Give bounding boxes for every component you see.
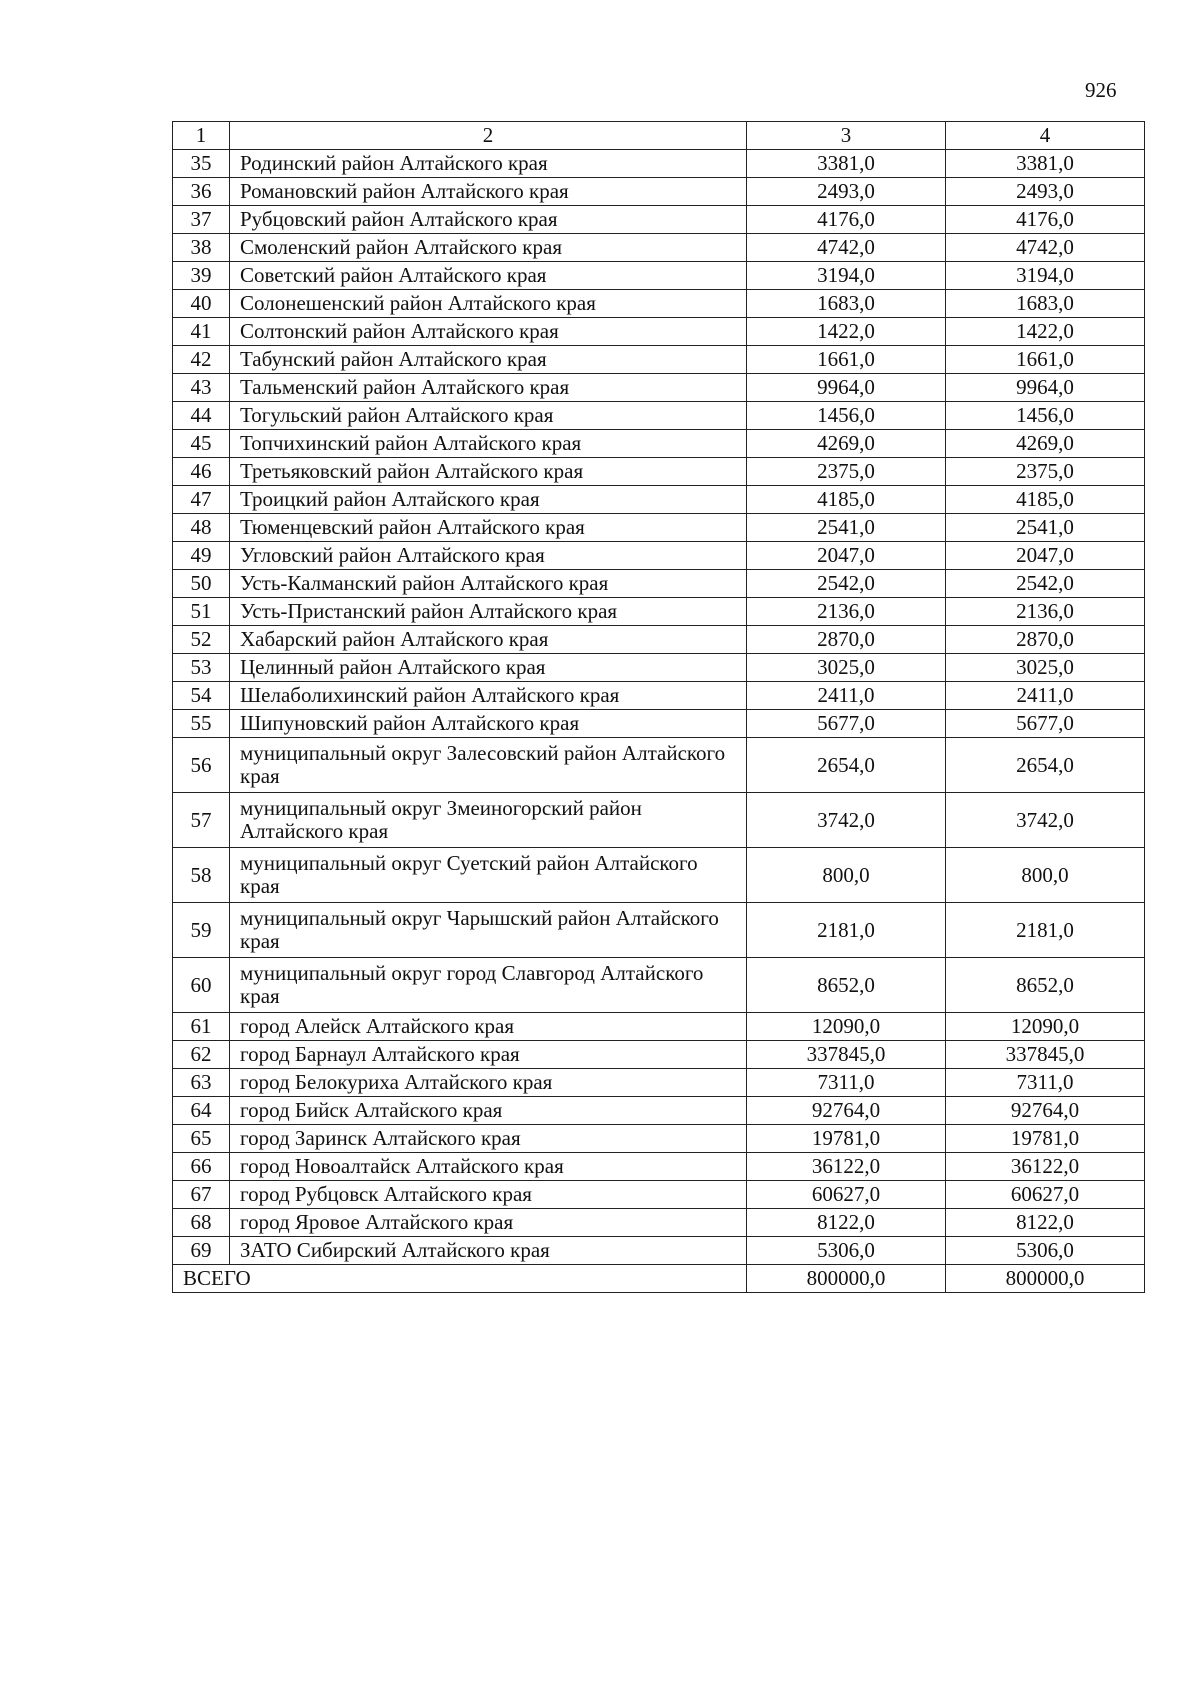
- row-name: Романовский район Алтайского края: [230, 178, 747, 206]
- table-row: [173, 542, 1145, 570]
- row-number: 47: [173, 486, 230, 514]
- table-row: [173, 374, 1145, 402]
- allocation-table: [172, 121, 1145, 1293]
- row-value-col4: 9964,0: [946, 374, 1145, 402]
- total-row: [173, 1265, 1145, 1293]
- row-value-col3: 800,0: [747, 848, 946, 903]
- table-row: [173, 458, 1145, 486]
- row-number: 68: [173, 1209, 230, 1237]
- row-value-col3: 9964,0: [747, 374, 946, 402]
- total-value-col3: 800000,0: [747, 1265, 946, 1293]
- row-value-col4: 2181,0: [946, 903, 1145, 958]
- row-number: 53: [173, 654, 230, 682]
- row-number: 39: [173, 262, 230, 290]
- row-number: 63: [173, 1069, 230, 1097]
- row-number: 55: [173, 710, 230, 738]
- row-value-col4: 4185,0: [946, 486, 1145, 514]
- row-value-col4: 2375,0: [946, 458, 1145, 486]
- row-name: муниципальный округ Залесовский район Алтайского края: [230, 738, 747, 793]
- table-row: [173, 430, 1145, 458]
- row-value-col3: 92764,0: [747, 1097, 946, 1125]
- row-name: Шипуновский район Алтайского края: [230, 710, 747, 738]
- row-value-col4: 3194,0: [946, 262, 1145, 290]
- table-row: [173, 654, 1145, 682]
- row-name: Табунский район Алтайского края: [230, 346, 747, 374]
- row-value-col3: 3381,0: [747, 150, 946, 178]
- row-name: Топчихинский район Алтайского края: [230, 430, 747, 458]
- table-row: [173, 318, 1145, 346]
- row-value-col3: 2654,0: [747, 738, 946, 793]
- row-value-col4: 337845,0: [946, 1041, 1145, 1069]
- row-number: 58: [173, 848, 230, 903]
- row-name: муниципальный округ Чарышский район Алтайского края: [230, 903, 747, 958]
- row-value-col4: 8652,0: [946, 958, 1145, 1013]
- row-number: 64: [173, 1097, 230, 1125]
- table-body: [173, 122, 1145, 1293]
- row-name: муниципальный округ город Славгород Алтайского края: [230, 958, 747, 1013]
- table-row: [173, 570, 1145, 598]
- row-value-col4: 2493,0: [946, 178, 1145, 206]
- row-name: муниципальный округ Суетский район Алтайского края: [230, 848, 747, 903]
- row-name: город Алейск Алтайского края: [230, 1013, 747, 1041]
- table-row: [173, 903, 1145, 958]
- row-value-col3: 3025,0: [747, 654, 946, 682]
- row-name: Усть-Калманский район Алтайского края: [230, 570, 747, 598]
- row-value-col4: 1456,0: [946, 402, 1145, 430]
- row-name: город Барнаул Алтайского края: [230, 1041, 747, 1069]
- row-value-col3: 2375,0: [747, 458, 946, 486]
- row-value-col3: 8652,0: [747, 958, 946, 1013]
- row-value-col4: 4742,0: [946, 234, 1145, 262]
- row-number: 38: [173, 234, 230, 262]
- row-name: Хабарский район Алтайского края: [230, 626, 747, 654]
- row-name: Третьяковский район Алтайского края: [230, 458, 747, 486]
- row-name: город Бийск Алтайского края: [230, 1097, 747, 1125]
- row-number: 45: [173, 430, 230, 458]
- row-name: Целинный район Алтайского края: [230, 654, 747, 682]
- row-number: 37: [173, 206, 230, 234]
- row-number: 67: [173, 1181, 230, 1209]
- row-value-col4: 2136,0: [946, 598, 1145, 626]
- total-value-col4: 800000,0: [946, 1265, 1145, 1293]
- row-value-col3: 4269,0: [747, 430, 946, 458]
- row-value-col3: 19781,0: [747, 1125, 946, 1153]
- row-value-col3: 1422,0: [747, 318, 946, 346]
- table-row: [173, 1237, 1145, 1265]
- row-value-col3: 4742,0: [747, 234, 946, 262]
- row-number: 60: [173, 958, 230, 1013]
- row-name: Троицкий район Алтайского края: [230, 486, 747, 514]
- row-number: 41: [173, 318, 230, 346]
- row-name: Солтонский район Алтайского края: [230, 318, 747, 346]
- row-value-col3: 5677,0: [747, 710, 946, 738]
- table-row: [173, 1097, 1145, 1125]
- row-value-col4: 5677,0: [946, 710, 1145, 738]
- row-name: Усть-Пристанский район Алтайского края: [230, 598, 747, 626]
- row-name: Смоленский район Алтайского края: [230, 234, 747, 262]
- table-row: [173, 848, 1145, 903]
- row-value-col3: 4185,0: [747, 486, 946, 514]
- row-name: Шелаболихинский район Алтайского края: [230, 682, 747, 710]
- row-value-col3: 3742,0: [747, 793, 946, 848]
- table-row: [173, 402, 1145, 430]
- row-name: Тальменский район Алтайского края: [230, 374, 747, 402]
- row-name: Тогульский район Алтайского края: [230, 402, 747, 430]
- table-row: [173, 346, 1145, 374]
- table-row: [173, 1013, 1145, 1041]
- row-number: 40: [173, 290, 230, 318]
- total-label: ВСЕГО: [173, 1265, 747, 1293]
- row-value-col4: 4269,0: [946, 430, 1145, 458]
- row-value-col4: 1422,0: [946, 318, 1145, 346]
- page-number: 926: [1085, 78, 1117, 102]
- row-value-col3: 2136,0: [747, 598, 946, 626]
- row-value-col4: 1661,0: [946, 346, 1145, 374]
- row-number: 56: [173, 738, 230, 793]
- table-header-row: [173, 122, 1145, 150]
- row-value-col3: 1456,0: [747, 402, 946, 430]
- table-row: [173, 1041, 1145, 1069]
- table-row: [173, 958, 1145, 1013]
- row-value-col3: 4176,0: [747, 206, 946, 234]
- row-number: 54: [173, 682, 230, 710]
- row-name: город Яровое Алтайского края: [230, 1209, 747, 1237]
- row-value-col4: 2654,0: [946, 738, 1145, 793]
- header-cell-4: 4: [946, 122, 1145, 150]
- row-number: 50: [173, 570, 230, 598]
- row-name: ЗАТО Сибирский Алтайского края: [230, 1237, 747, 1265]
- row-value-col3: 337845,0: [747, 1041, 946, 1069]
- row-number: 35: [173, 150, 230, 178]
- row-value-col4: 2541,0: [946, 514, 1145, 542]
- row-value-col3: 5306,0: [747, 1237, 946, 1265]
- row-number: 44: [173, 402, 230, 430]
- table-row: [173, 486, 1145, 514]
- row-value-col3: 1661,0: [747, 346, 946, 374]
- row-number: 69: [173, 1237, 230, 1265]
- table-row: [173, 1209, 1145, 1237]
- table-row: [173, 178, 1145, 206]
- row-number: 49: [173, 542, 230, 570]
- row-name: Родинский район Алтайского края: [230, 150, 747, 178]
- row-value-col4: 12090,0: [946, 1013, 1145, 1041]
- row-number: 46: [173, 458, 230, 486]
- row-value-col4: 19781,0: [946, 1125, 1145, 1153]
- row-value-col4: 5306,0: [946, 1237, 1145, 1265]
- row-value-col4: 800,0: [946, 848, 1145, 903]
- row-value-col3: 36122,0: [747, 1153, 946, 1181]
- row-name: Советский район Алтайского края: [230, 262, 747, 290]
- row-name: город Белокуриха Алтайского края: [230, 1069, 747, 1097]
- row-value-col4: 1683,0: [946, 290, 1145, 318]
- row-value-col4: 36122,0: [946, 1153, 1145, 1181]
- header-cell-1: 1: [173, 122, 230, 150]
- table-row: [173, 150, 1145, 178]
- table-row: [173, 738, 1145, 793]
- table-row: [173, 1069, 1145, 1097]
- row-value-col3: 1683,0: [747, 290, 946, 318]
- row-number: 36: [173, 178, 230, 206]
- row-number: 61: [173, 1013, 230, 1041]
- row-value-col4: 2870,0: [946, 626, 1145, 654]
- row-value-col3: 2541,0: [747, 514, 946, 542]
- table-row: [173, 262, 1145, 290]
- table-row: [173, 234, 1145, 262]
- row-number: 51: [173, 598, 230, 626]
- row-value-col4: 2542,0: [946, 570, 1145, 598]
- row-name: Рубцовский район Алтайского края: [230, 206, 747, 234]
- row-number: 57: [173, 793, 230, 848]
- row-number: 43: [173, 374, 230, 402]
- row-value-col4: 3381,0: [946, 150, 1145, 178]
- table-row: [173, 598, 1145, 626]
- table-row: [173, 290, 1145, 318]
- row-number: 59: [173, 903, 230, 958]
- row-value-col4: 3025,0: [946, 654, 1145, 682]
- row-number: 42: [173, 346, 230, 374]
- row-value-col4: 60627,0: [946, 1181, 1145, 1209]
- row-value-col3: 12090,0: [747, 1013, 946, 1041]
- row-name: муниципальный округ Змеиногорский район Алтайского края: [230, 793, 747, 848]
- row-number: 52: [173, 626, 230, 654]
- table-row: [173, 1125, 1145, 1153]
- row-number: 62: [173, 1041, 230, 1069]
- row-value-col3: 8122,0: [747, 1209, 946, 1237]
- row-value-col3: 3194,0: [747, 262, 946, 290]
- row-name: город Рубцовск Алтайского края: [230, 1181, 747, 1209]
- row-value-col4: 2411,0: [946, 682, 1145, 710]
- table-row: [173, 1181, 1145, 1209]
- row-name: Угловский район Алтайского края: [230, 542, 747, 570]
- row-name: город Заринск Алтайского края: [230, 1125, 747, 1153]
- table-row: [173, 793, 1145, 848]
- row-number: 65: [173, 1125, 230, 1153]
- table-row: [173, 206, 1145, 234]
- row-name: Солонешенский район Алтайского края: [230, 290, 747, 318]
- row-value-col4: 7311,0: [946, 1069, 1145, 1097]
- table-row: [173, 626, 1145, 654]
- row-value-col3: 2870,0: [747, 626, 946, 654]
- row-name: город Новоалтайск Алтайского края: [230, 1153, 747, 1181]
- row-number: 66: [173, 1153, 230, 1181]
- row-value-col4: 8122,0: [946, 1209, 1145, 1237]
- row-value-col3: 2411,0: [747, 682, 946, 710]
- row-value-col3: 2047,0: [747, 542, 946, 570]
- row-value-col4: 2047,0: [946, 542, 1145, 570]
- row-value-col3: 7311,0: [747, 1069, 946, 1097]
- table-row: [173, 710, 1145, 738]
- header-cell-2: 2: [230, 122, 747, 150]
- table-row: [173, 1153, 1145, 1181]
- row-value-col4: 4176,0: [946, 206, 1145, 234]
- table-row: [173, 514, 1145, 542]
- row-value-col3: 2542,0: [747, 570, 946, 598]
- row-value-col3: 60627,0: [747, 1181, 946, 1209]
- header-cell-3: 3: [747, 122, 946, 150]
- table-row: [173, 682, 1145, 710]
- row-value-col3: 2181,0: [747, 903, 946, 958]
- row-value-col4: 92764,0: [946, 1097, 1145, 1125]
- row-name: Тюменцевский район Алтайского края: [230, 514, 747, 542]
- row-number: 48: [173, 514, 230, 542]
- row-value-col4: 3742,0: [946, 793, 1145, 848]
- row-value-col3: 2493,0: [747, 178, 946, 206]
